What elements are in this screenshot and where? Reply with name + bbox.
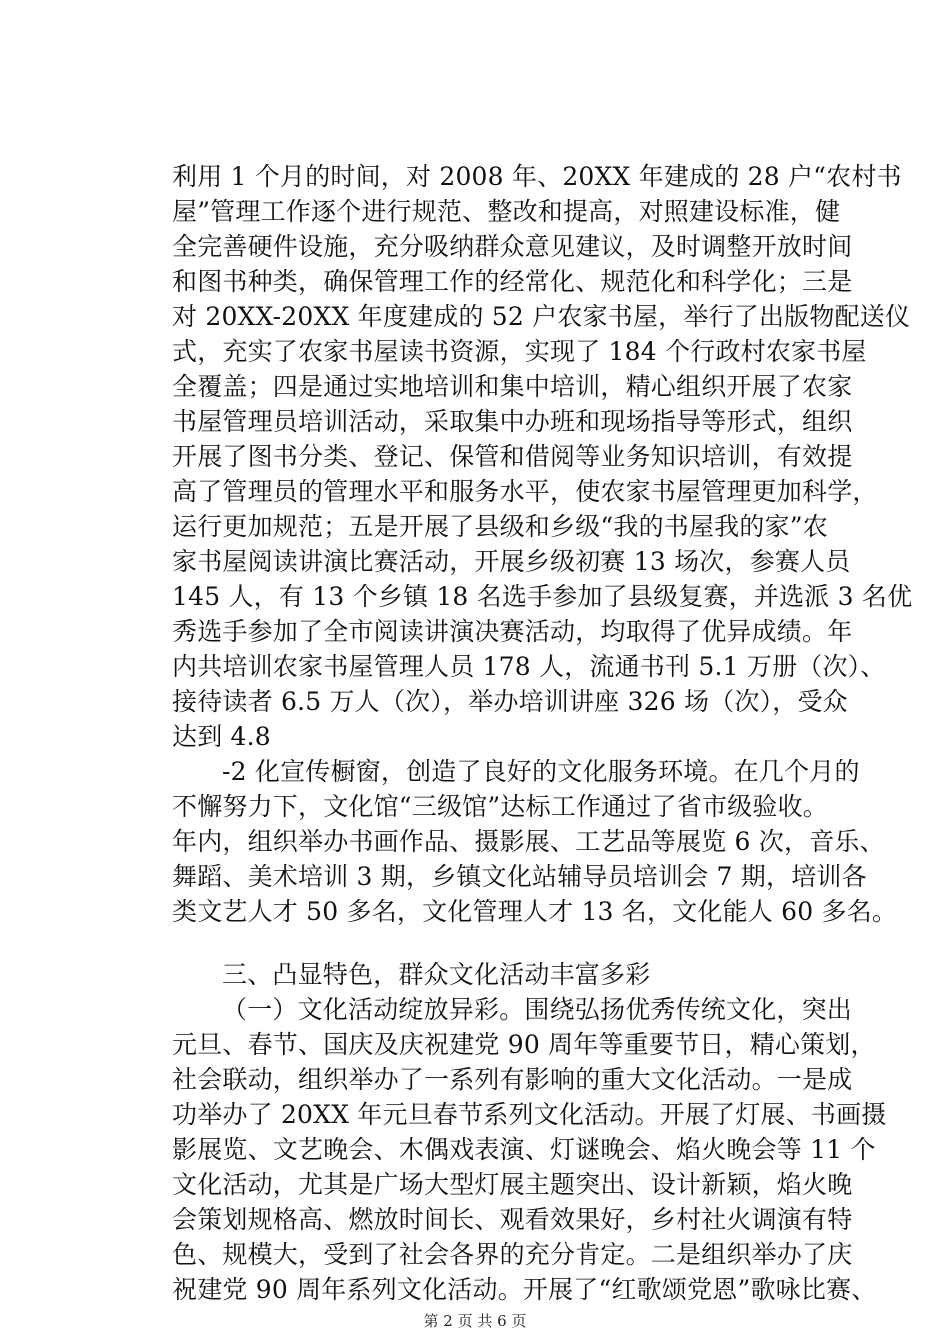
body-line: 145 人，有 13 个乡镇 18 名选手参加了县级复赛，并选派 3 名优 <box>172 582 913 611</box>
body-line: 高了管理员的管理水平和服务水平，使农家书屋管理更加科学， <box>172 477 878 506</box>
body-line: 功举办了 20XX 年元旦春节系列文化活动。开展了灯展、书画摄 <box>172 1100 887 1129</box>
body-line: 接待读者 6.5 万人（次），举办培训讲座 326 场（次），受众 <box>172 687 848 716</box>
body-line: 内共培训农家书屋管理人员 178 人，流通书刊 5.1 万册（次）、 <box>172 652 886 681</box>
body-line: 元旦、春节、国庆及庆祝建党 90 周年等重要节日，精心策划， <box>172 1030 876 1059</box>
body-line: 类文艺人才 50 多名，文化管理人才 13 名，文化能人 60 多名。 <box>172 897 898 926</box>
section-heading: 三、凸显特色，群众文化活动丰富多彩 <box>222 960 651 989</box>
body-line: 会策划规格高、燃放时间长、观看效果好，乡村社火调演有特 <box>172 1205 853 1234</box>
body-line: 全覆盖；四是通过实地培训和集中培训，精心组织开展了农家 <box>172 372 853 401</box>
body-line: 家书屋阅读讲演比赛活动，开展乡级初赛 13 场次，参赛人员 <box>172 547 851 576</box>
page-footer: 第 2 页 共 6 页 <box>423 1312 527 1330</box>
body-line: 利用 1 个月的时间，对 2008 年、20XX 年建成的 28 户“农村书 <box>172 162 902 191</box>
body-line: 舞蹈、美术培训 3 期，乡镇文化站辅导员培训会 7 期，培训各 <box>172 862 867 891</box>
body-line: 秀选手参加了全市阅读讲演决赛活动，均取得了优异成绩。年 <box>172 617 853 646</box>
paragraph-first-line: （一）文化活动绽放异彩。围绕弘扬优秀传统文化，突出 <box>222 995 853 1024</box>
body-line: 书屋管理员培训活动，采取集中办班和现场指导等形式，组织 <box>172 407 853 436</box>
body-line: 影展览、文艺晚会、木偶戏表演、灯谜晚会、焰火晚会等 11 个 <box>172 1135 876 1164</box>
body-line: 文化活动，尤其是广场大型灯展主题突出、设计新颖，焰火晚 <box>172 1170 853 1199</box>
body-line: 全完善硬件设施，充分吸纳群众意见建议，及时调整开放时间 <box>172 232 853 261</box>
body-line: 年内，组织举办书画作品、摄影展、工艺品等展览 6 次，音乐、 <box>172 827 885 856</box>
body-line: 社会联动，组织举办了一系列有影响的重大文化活动。一是成 <box>172 1065 853 1094</box>
body-line: 达到 4.8 <box>172 722 271 751</box>
body-line: 屋”管理工作逐个进行规范、整改和提高，对照建设标准，健 <box>172 197 841 226</box>
body-line: 运行更加规范；五是开展了县级和乡级“我的书屋我的家”农 <box>172 512 828 541</box>
paragraph-first-line: -2 化宣传橱窗，创造了良好的文化服务环境。在几个月的 <box>222 757 860 786</box>
body-line: 式，充实了农家书屋读书资源，实现了 184 个行政村农家书屋 <box>172 337 867 366</box>
body-line: 和图书种类，确保管理工作的经常化、规范化和科学化；三是 <box>172 267 853 296</box>
body-line: 对 20XX-20XX 年度建成的 52 户农家书屋，举行了出版物配送仪 <box>172 302 911 331</box>
body-line: 祝建党 90 周年系列文化活动。开展了“红歌颂党恩”歌咏比赛、 <box>172 1275 877 1304</box>
body-line: 色、规模大，受到了社会各界的充分肯定。二是组织举办了庆 <box>172 1240 853 1269</box>
body-line: 不懈努力下，文化馆“三级馆”达标工作通过了省市级验收。 <box>172 792 828 821</box>
body-line: 开展了图书分类、登记、保管和借阅等业务知识培训，有效提 <box>172 442 853 471</box>
